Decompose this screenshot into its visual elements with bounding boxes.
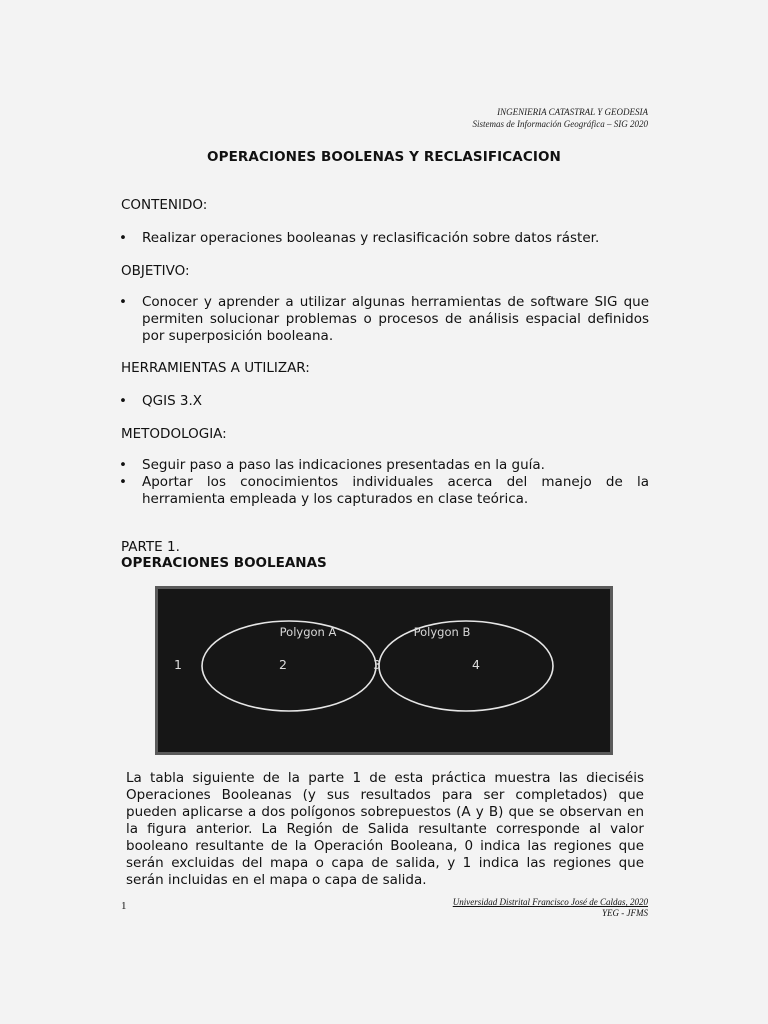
venn-diagram xyxy=(155,586,613,755)
document-title: OPERACIONES BOOLENAS Y RECLASIFICACION xyxy=(207,149,561,165)
polygon-b-label: Polygon B xyxy=(413,625,471,639)
region-1-label: 1 xyxy=(174,657,182,672)
contenido-item: • Realizar operaciones booleanas y reclasificación sobre datos ráster. xyxy=(119,230,600,246)
metodologia-item: • Seguir paso a paso las indicaciones presentadas en la guía. xyxy=(119,457,545,473)
objetivo-item: • Conocer y aprender a utilizar algunas herramientas de software SIG que permiten solucionar problemas o procesos de análisis espacial definidos por superposición booleana. xyxy=(119,294,649,344)
herramientas-label: HERRAMIENTAS A UTILIZAR: xyxy=(121,360,310,376)
region-4-label: 4 xyxy=(472,657,480,672)
polygon-a-label: Polygon A xyxy=(279,625,337,639)
section-heading: OPERACIONES BOOLEANAS xyxy=(121,555,327,571)
bullet-icon: • xyxy=(119,457,127,473)
bullet-icon: • xyxy=(119,230,127,246)
metodologia-label: METODOLOGIA: xyxy=(121,426,227,442)
page-number: 1 xyxy=(121,900,127,912)
page-header xyxy=(473,106,648,130)
parte-label: PARTE 1. xyxy=(121,539,180,555)
bullet-icon: • xyxy=(119,474,127,490)
footer-authors: YEG - JFMS xyxy=(602,908,648,918)
objetivo-label: OBJETIVO: xyxy=(121,263,190,279)
metodologia-item: • Aportar los conocimientos individuales acerca del manejo de la herramienta empleada y los capturados en clase teórica. xyxy=(119,474,649,507)
description-paragraph: La tabla siguiente de la parte 1 de esta práctica muestra las dieciséis Operaciones Booleanas (y sus resultados para ser completados) que pueden aplicarse a dos polígonos sobrepuestos (A y B) que se observan en la figura anterior. La Región de Salida resultante corresponde al valor booleano resultante de la Operación Booleana, 0 indica las regiones que serán excluidas del mapa o capa de salida, y 1 indica las regiones que serán incluidas en el mapa o capa de salida. xyxy=(126,770,644,888)
page-footer xyxy=(453,897,648,919)
bullet-icon: • xyxy=(119,294,127,310)
region-2-label: 2 xyxy=(279,657,287,672)
herramientas-item: • QGIS 3.X xyxy=(119,393,203,409)
header-line-2: Sistemas de Información Geográfica – SIG 2020 xyxy=(472,119,648,129)
venn-svg xyxy=(158,589,610,752)
bullet-icon: • xyxy=(119,393,127,409)
contenido-label: CONTENIDO: xyxy=(121,197,208,213)
header-line-1: INGENIERIA CATASTRAL Y GEODESIA xyxy=(497,107,648,117)
footer-university: Universidad Distrital Francisco José de Caldas, 2020 xyxy=(452,897,648,907)
region-3-label: 3 xyxy=(373,657,381,672)
